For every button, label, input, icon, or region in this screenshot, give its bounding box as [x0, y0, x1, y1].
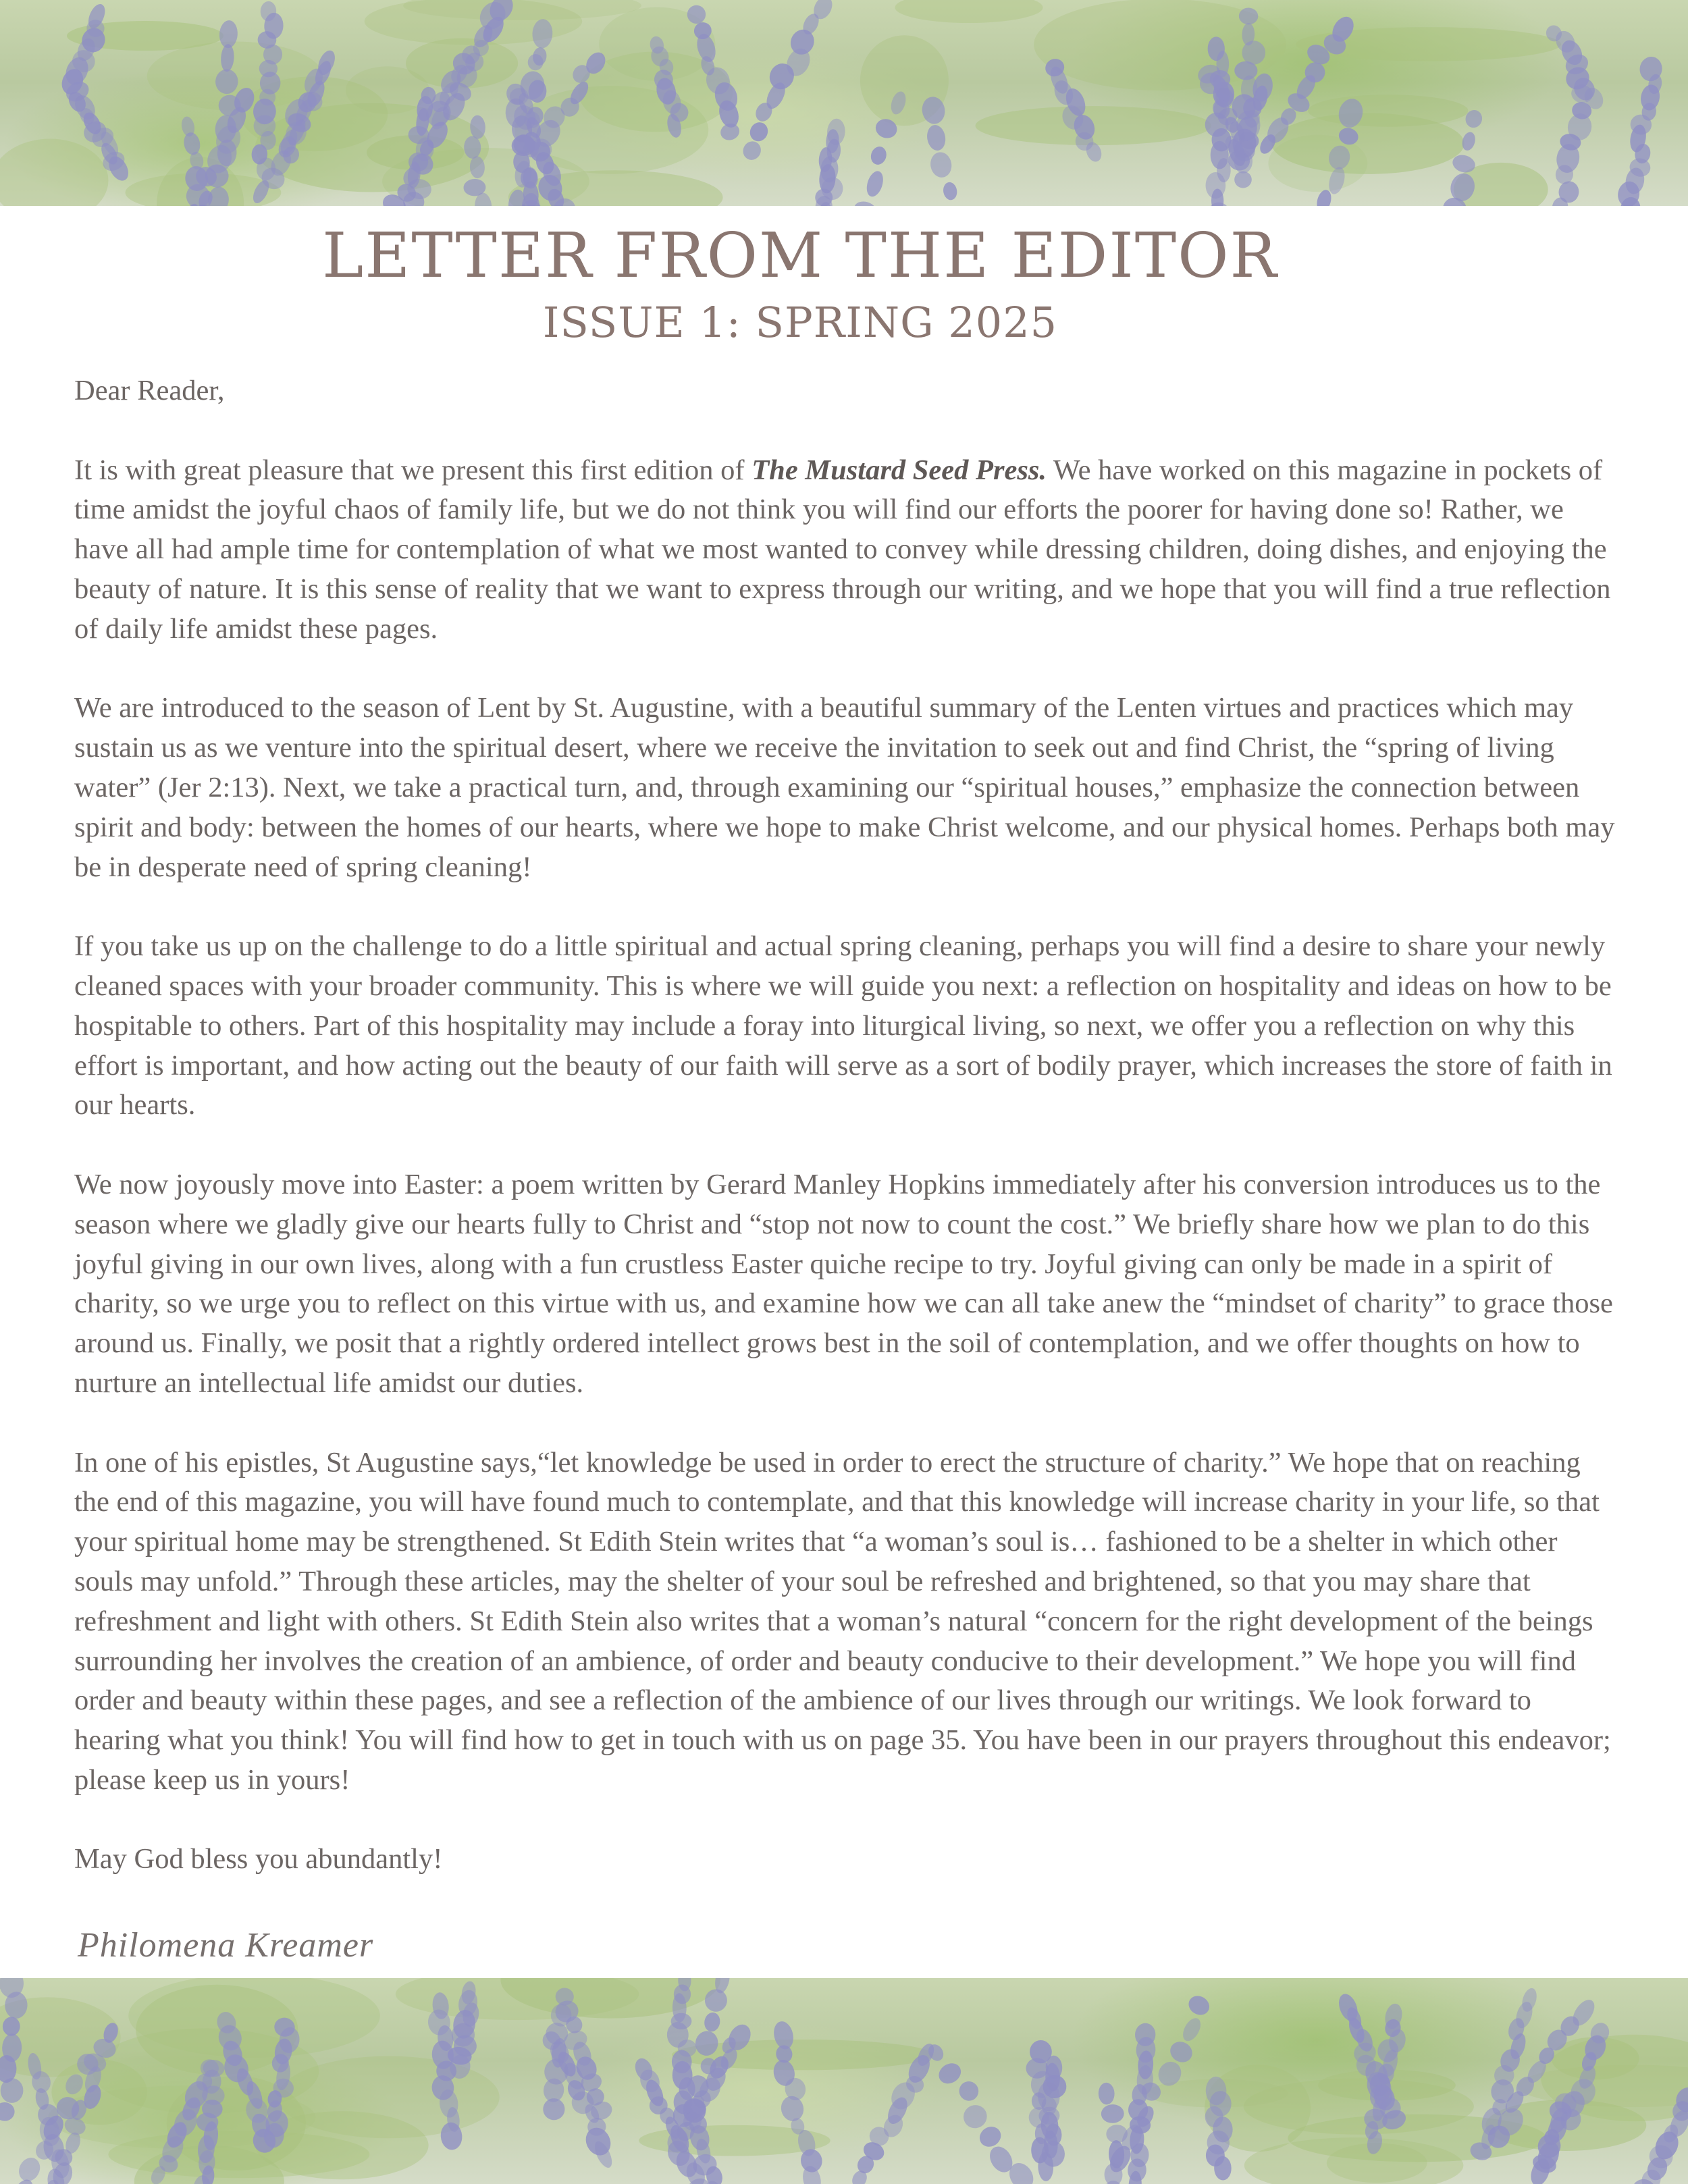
issue-subtitle: ISSUE 1: SPRING 2025: [542, 298, 1058, 347]
closing-line: May God bless you abundantly!: [74, 1843, 443, 1875]
page-header: [0, 216, 1600, 350]
lavender-flowers-top: [0, 0, 1688, 206]
paragraph-1: [74, 451, 1620, 649]
lavender-spike: [813, 117, 847, 206]
paragraph-1-intro: It is with great pleasure that we present this first edition of: [74, 454, 752, 486]
lavender-header-image: [0, 0, 1688, 206]
paragraph-4: We now joyously move into Easter: a poem written by Gerard Manley Hopkins immediately after his conversion introduces us to the season where we gladly give our hearts fully to Christ and “stop not now to count the cost.” We briefly share how we plan to do this joyful giving in our own lives, along with a fun crustless Easter quiche recipe to try. Joyful giving can only be made in a spirit of charity, so we urge you to reflect on this virtue with us, and examine how we can all take anew the “mindset of charity” to grace those around us. Finally, we posit that a rightly ordered intellect grows best in the soil of contemplation, and we offer thoughts on how to nurture an intellectual life amidst our duties.: [74, 1168, 1613, 1399]
paragraph-5: In one of his epistles, St Augustine says,“let knowledge be used in order to erect the structure of charity.” We hope that on reaching the end of this magazine, you will have found much to contemplate, and that this knowledge will increase charity in your life, so that your spiritual home may be strengthened. St Edith Stein writes that “a woman’s soul is… fashioned to be a shelter in which other souls may unfold.” Through these articles, may the shelter of your soul be refreshed and brightened, so that you may share that refreshment and light with others. St Edith Stein also writes that a woman’s natural “concern for the right development of the beings surrounding her involves the creation of an ambience, of order and beauty conducive to their development.” We hope you will find order and beauty within these pages, and see a reflection of the ambience of our lives through our writings. We look forward to hearing what you think! You will find how to get in touch with us on page 35. You have been in our prayers throughout this endeavor; please keep us in yours!: [74, 1446, 1611, 1796]
lavender-spike: [918, 95, 975, 206]
page-title: LETTER FROM THE EDITOR: [322, 219, 1278, 292]
lavender-spike: [921, 2036, 1038, 2184]
lavender-footer-image: [0, 1978, 1688, 2184]
paragraph-3: If you take us up on the challenge to do a little spiritual and actual spring cleaning, perhaps you will find a desire to share your newly cleaned spaces with your broader community. This is where we will guide you next: a reflection on hospitality and ideas on how to be hospitable to others. Part of this hospitality may include a foray into liturgical living, so next, we offer you a reflection on why this effort is important, and how acting out the beauty of our faith will serve as a sort of bodily prayer, which increases the store of faith in our hearts.: [74, 930, 1612, 1121]
foliage-blur: [0, 139, 109, 206]
lavender-spike: [1097, 2082, 1131, 2184]
paragraph-2: We are introduced to the season of Lent by St. Augustine, with a beautiful summary of the Lenten virtues and practices which may sustain us as we venture into the spiritual desert, where we receive the invitation to seek out and find Christ, the “spring of living water” (Jer 2:13). Next, we take a practical turn, and, through examining our “spiritual houses,” emphasize the connection between spirit and body: between the homes of our hearts, where we hope to make Christ welcome, and our physical homes. Perhaps both may be in desperate need of spring cleaning!: [74, 692, 1615, 883]
salutation: Dear Reader,: [74, 375, 225, 406]
publication-name: The Mustard Seed Press.: [751, 454, 1047, 486]
editor-signature: Philomena Kreamer: [78, 1926, 374, 1965]
foliage-blur: [1308, 95, 1468, 127]
letter-body: [74, 371, 1620, 1919]
lavender-spike: [1540, 18, 1610, 116]
lavender-spike: [732, 0, 840, 165]
paragraph-1-rest: We have worked on this magazine in pockets of time amidst the joyful chaos of family life, but we do not think you will find our efforts the poorer for having done so! Rather, we have all had ample time for contemplation of what we most wanted to convey while dressing children, doing dishes, and enjoying the beauty of nature. It is this sense of reality that we want to express through our writing, and we hope that you will find a true reflection of daily life amidst these pages.: [74, 454, 1611, 645]
lavender-spike: [1611, 55, 1669, 206]
foliage-blur: [895, 0, 1043, 23]
foliage-blur: [346, 66, 429, 114]
lavender-flowers-bottom: [0, 1978, 1688, 2184]
lavender-spike: [57, 1, 118, 99]
